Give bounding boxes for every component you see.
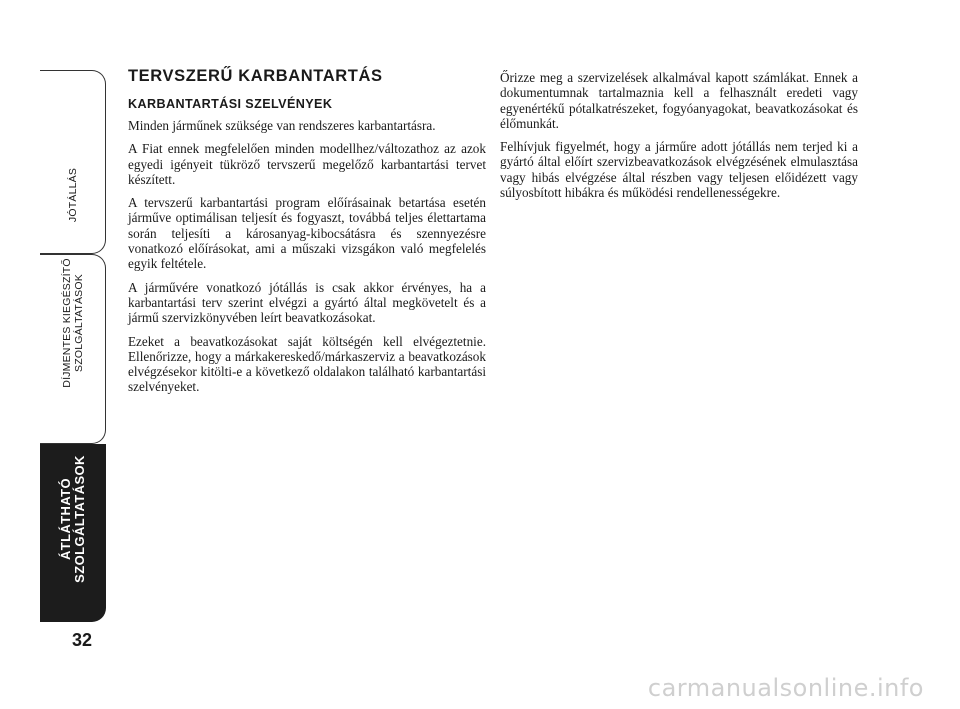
paragraph: Őrizze meg a szervizelések alkalmával kapott számlákat. Ennek a dokumentumnak tartalmaznia kell a felhasznált eredeti vagy egyenértékű pótalkatrészeket, fogyóanyagokat, beavatkozásokat és élőmunkát.	[500, 70, 858, 131]
section-subtitle: KARBANTARTÁSI SZELVÉNYEK	[128, 97, 333, 111]
right-column	[500, 70, 858, 208]
page-title: TERVSZERŰ KARBANTARTÁS	[128, 67, 383, 85]
tab-jotallas[interactable]	[40, 70, 106, 254]
tab-jotallas-label: JÓTÁLLÁS	[66, 167, 79, 222]
paragraph: Minden járműnek szüksége van rendszeres karbantartásra.	[128, 118, 436, 133]
tab-dijmentes-label: DÍJMENTES KIEGÉSZÍTŐ SZOLGÁLTATÁSOK	[60, 257, 85, 388]
paragraph: Ezeket a beavatkozásokat saját költségén kell elvégeztetnie. Ellenőrizze, hogy a márkakereskedő/márkaszerviz a beavatkozások elvégzésekor kitölti-e a következő oldalakon található karbantartási szelvényeket.	[128, 333, 486, 395]
watermark-text: carmanualsonline.info	[647, 674, 924, 702]
tab-atlathato-label: ÁTLÁTHATÓ SZOLGÁLTATÁSOK	[57, 455, 87, 583]
paragraph: A járművére vonatkozó jótállás is csak akkor érvényes, ha a karbantartási terv szerint elvégzi a gyártó által megkövetelt és a jármű szervizkönyvében leírt beavatkozásokat.	[128, 279, 486, 326]
tab-dijmentes[interactable]	[40, 254, 106, 444]
section-tabs	[40, 70, 106, 622]
page-number: 32	[72, 630, 93, 650]
tab-atlathato-active[interactable]	[40, 444, 106, 622]
paragraph: A tervszerű karbantartási program előírásainak betartása esetén járműve optimálisan teljesít és fogyaszt, továbbá teljes élettartama során teljesíti a károsanyag-kibocsátásra és szennyezésre vonatkozó előírásokat, ami a műszaki vizsgákon való megfelelés egyik feltétele.	[128, 195, 486, 272]
paragraph: Felhívjuk figyelmét, hogy a járműre adott jótállás nem terjed ki a gyártó által előírt szervizbeavatkozások elvégzésének elmulasztása vagy hibás elvégzése által részben vagy teljesen előidézett vagy súlyosbított hibákra és működési rendellenességekre.	[500, 139, 858, 201]
left-column	[128, 66, 486, 403]
paragraph: A Fiat ennek megfelelően minden modellhez/változathoz az azok egyedi igényeit tükröző tervszerű megelőző karbantartási tervet készített.	[128, 141, 486, 187]
